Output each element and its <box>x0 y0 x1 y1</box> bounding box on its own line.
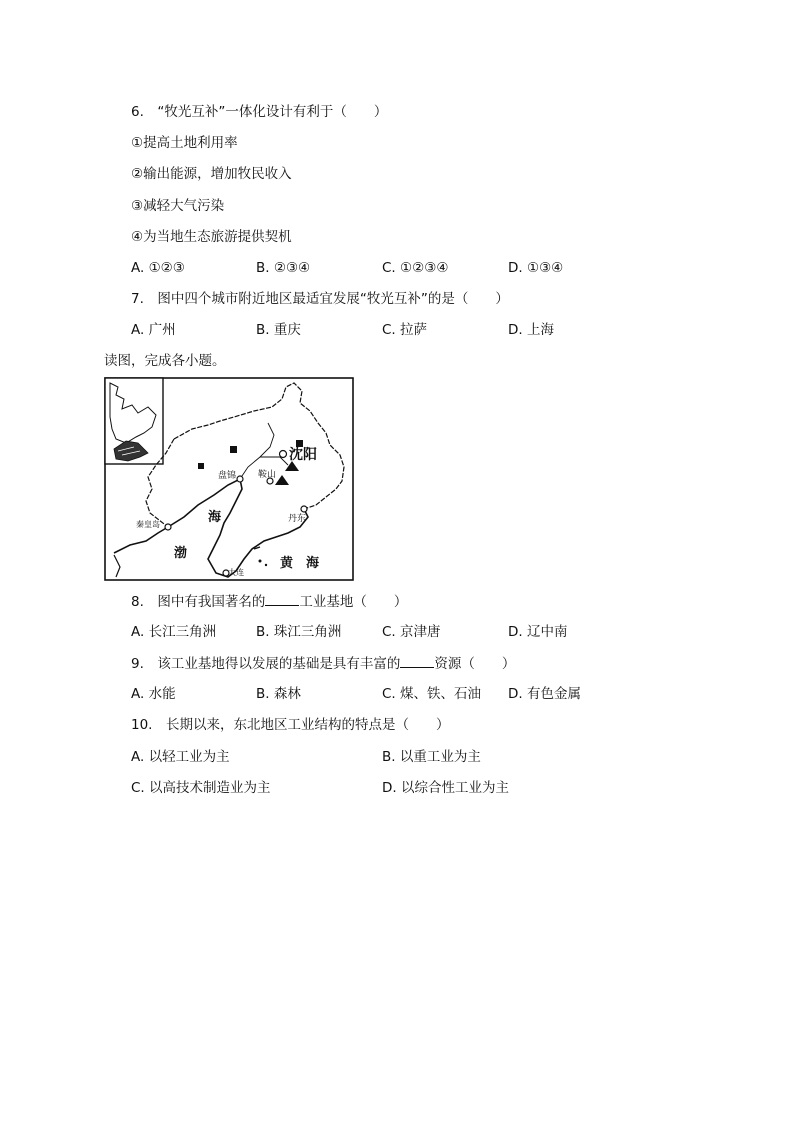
city-qinhuangdao-dot <box>165 524 171 530</box>
liaoning-map <box>104 377 354 581</box>
q6-option-a[interactable]: A. ①②③ <box>131 260 185 276</box>
q10-option-a[interactable]: A. 以轻工业为主 <box>131 749 230 765</box>
q8-option-a[interactable]: A. 长江三角洲 <box>131 624 217 640</box>
q8-stem-part-2: 工业基地（ ） <box>299 594 408 610</box>
label-shenyang: 沈阳 <box>289 447 317 463</box>
resource-square-3 <box>296 440 303 447</box>
label-dandong: 丹东 <box>288 514 307 524</box>
q6-item-1: ①提高土地利用率 <box>131 135 238 151</box>
q6-option-c[interactable]: C. ①②③④ <box>382 260 449 276</box>
q8-option-c[interactable]: C. 京津唐 <box>382 624 441 640</box>
q9-option-d[interactable]: D. 有色金属 <box>508 686 581 702</box>
label-bohai-hai: 海 <box>208 510 222 525</box>
q9-stem-part-2: 资源（ ） <box>434 656 516 672</box>
q6-option-d[interactable]: D. ①③④ <box>508 260 564 276</box>
q9-option-c[interactable]: C. 煤、铁、石油 <box>382 686 482 702</box>
label-qinhuangdao: 秦皇岛 <box>136 520 160 529</box>
label-anshan: 鞍山 <box>258 470 277 480</box>
map-inset <box>105 378 163 464</box>
q8-option-d[interactable]: D. 辽中南 <box>508 624 568 640</box>
q8-option-b[interactable]: B. 珠江三角洲 <box>256 624 342 640</box>
city-panjin-dot <box>237 476 243 482</box>
q8-stem <box>131 592 407 611</box>
city-dandong-dot <box>301 506 307 512</box>
q10-stem: 10. 长期以来，东北地区工业结构的特点是（ ） <box>131 717 450 733</box>
q10-option-b[interactable]: B. 以重工业为主 <box>382 749 481 765</box>
q7-option-d[interactable]: D. 上海 <box>508 322 554 338</box>
section-intro: 读图，完成各小题。 <box>104 353 226 369</box>
q7-option-b[interactable]: B. 重庆 <box>256 322 301 338</box>
resource-square-2 <box>198 463 204 469</box>
q6-item-3: ③减轻大气污染 <box>131 198 225 214</box>
resource-square-1 <box>230 446 237 453</box>
label-panjin: 盘锦 <box>218 471 237 481</box>
city-shenyang-dot <box>280 451 287 458</box>
q6-item-2: ②输出能源，增加牧民收入 <box>131 166 292 182</box>
q10-option-d[interactable]: D. 以综合性工业为主 <box>382 780 509 796</box>
q9-stem-part-1: 9. 该工业基地得以发展的基础是具有丰富的 <box>131 656 401 672</box>
q7-option-c[interactable]: C. 拉萨 <box>382 322 428 338</box>
q6-option-b[interactable]: B. ②③④ <box>256 260 311 276</box>
q7-option-a[interactable]: A. 广州 <box>131 322 176 338</box>
label-bohai-bo: 渤 <box>174 546 188 561</box>
q9-stem <box>131 654 515 673</box>
q9-option-a[interactable]: A. 水能 <box>131 686 176 702</box>
q8-stem-part-1: 8. 图中有我国著名的 <box>131 594 266 610</box>
q8-blank <box>265 592 299 606</box>
label-dalian: 大连 <box>228 568 244 577</box>
q6-item-4: ④为当地生态旅游提供契机 <box>131 229 292 245</box>
q7-stem: 7. 图中四个城市附近地区最适宜发展“牧光互补”的是（ ） <box>131 291 509 307</box>
q9-blank <box>400 654 434 668</box>
label-huanghai-hai: 海 <box>306 556 320 571</box>
label-huanghai-huang: 黄 <box>280 556 294 571</box>
q9-option-b[interactable]: B. 森林 <box>256 686 301 702</box>
q6-stem: 6. “牧光互补”一体化设计有利于（ ） <box>131 104 388 120</box>
q10-option-c[interactable]: C. 以高技术制造业为主 <box>131 780 271 796</box>
